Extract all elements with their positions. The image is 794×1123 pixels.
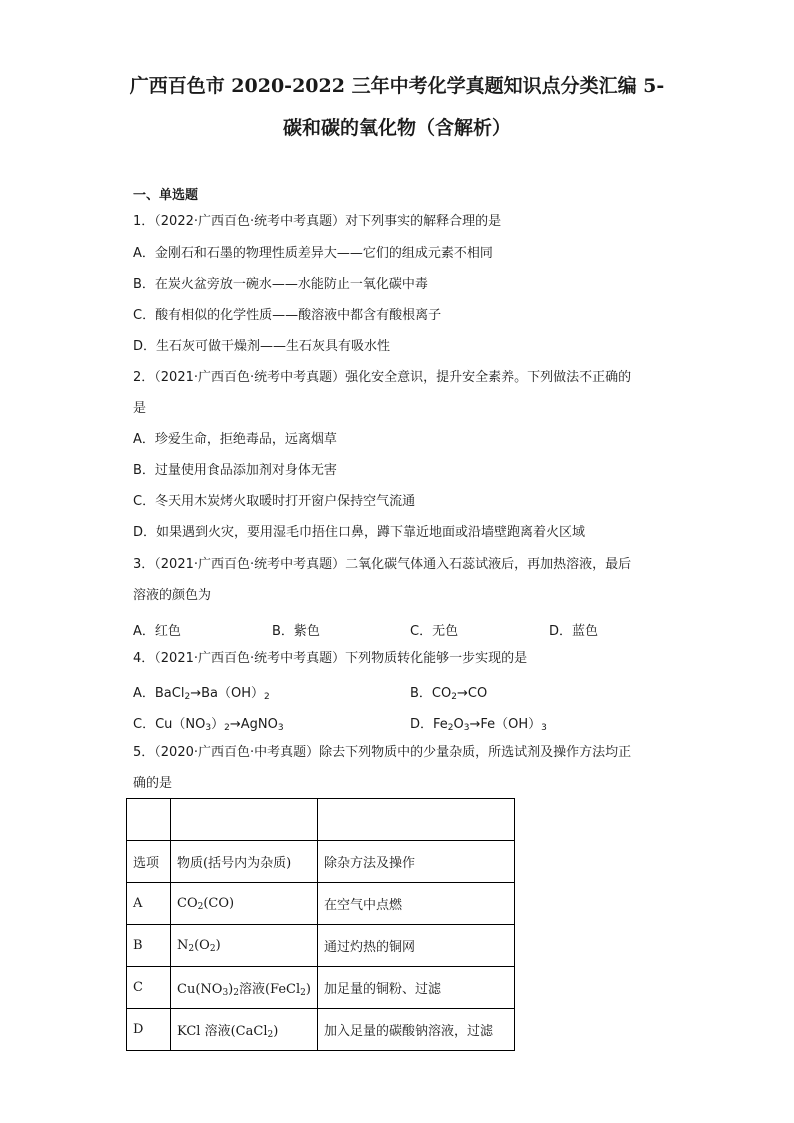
table-row bbox=[127, 883, 515, 925]
q5-stem-line-2: 确的是 bbox=[133, 776, 173, 791]
method-cell: 加足量的铜粉、过滤 bbox=[317, 967, 514, 1009]
method-cell: 加入足量的碳酸钠溶液，过滤 bbox=[317, 1009, 514, 1051]
document-title-line-1: 广西百色市 2020-2022 三年中考化学真题知识点分类汇编 5- bbox=[129, 75, 665, 97]
option-cell: D bbox=[127, 1009, 171, 1051]
q5-options-table bbox=[126, 798, 515, 1051]
q2-option-c: C．冬天用木炭烤火取暖时打开窗户保持空气流通 bbox=[133, 494, 416, 509]
q1-option-a: A．金刚石和石墨的物理性质差异大——它们的组成元素不相同 bbox=[133, 246, 493, 261]
header-cell: 选项 bbox=[127, 841, 171, 883]
q3-stem-line-1: 3．（2021·广西百色·统考中考真题）二氧化碳气体通入石蕊试液后，再加热溶液，最后 bbox=[133, 557, 632, 572]
q1-option-b: B．在炭火盆旁放一碗水——水能防止一氧化碳中毒 bbox=[133, 277, 428, 292]
q5-stem-line-1: 5．（2020·广西百色·中考真题）除去下列物质中的少量杂质，所选试剂及操作方法均正 bbox=[133, 745, 632, 760]
substance-cell: $CO_2(CO)$ bbox=[171, 883, 318, 925]
table-row bbox=[127, 1009, 515, 1051]
q4-option-c: C．$Cu(NO_3)_2\to AgNO_3$ bbox=[133, 717, 284, 733]
table-header-row bbox=[127, 841, 515, 883]
q3-option-b: B．紫色 bbox=[272, 624, 320, 639]
document-title-line-2: 碳和碳的氧化物（含解析） bbox=[282, 117, 511, 139]
option-cell: A bbox=[127, 883, 171, 925]
q4-option-d: D．$Fe_2O_3\to Fe(OH)_3$ bbox=[410, 717, 547, 733]
substance-cell: KCl 溶液(CaCl$_2$) bbox=[171, 1009, 318, 1051]
q2-option-b: B．过量使用食品添加剂对身体无害 bbox=[133, 463, 337, 478]
q4-stem: 4．（2021·广西百色·统考中考真题）下列物质转化能够一步实现的是 bbox=[133, 651, 528, 666]
q2-stem-line-1: 2．（2021·广西百色·统考中考真题）强化安全意识，提升安全素养。下列做法不正确的 bbox=[133, 370, 632, 385]
q2-stem-line-2: 是 bbox=[133, 401, 147, 416]
header-cell: 除杂方法及操作 bbox=[317, 841, 514, 883]
q3-stem-line-2: 溶液的颜色为 bbox=[133, 588, 212, 603]
option-cell: C bbox=[127, 967, 171, 1009]
method-cell: 通过灼热的铜网 bbox=[317, 925, 514, 967]
q4-option-a: A．$BaCl_2\to Ba(OH)_2$ bbox=[133, 686, 270, 702]
q3-option-a: A．红色 bbox=[133, 624, 181, 639]
q4-option-b: B．$CO_2\to CO$ bbox=[410, 686, 488, 702]
q3-option-d: D．蓝色 bbox=[549, 624, 599, 639]
substance-cell: $N_2(O_2)$ bbox=[171, 925, 318, 967]
table-row-empty bbox=[127, 799, 515, 841]
method-cell: 在空气中点燃 bbox=[317, 883, 514, 925]
q2-option-d: D．如果遇到火灾，要用湿毛巾捂住口鼻，蹲下靠近地面或沿墙壁跑离着火区域 bbox=[133, 525, 586, 540]
q1-stem: 1．（2022·广西百色·统考中考真题）对下列事实的解释合理的是 bbox=[133, 214, 502, 229]
q3-option-c: C．无色 bbox=[410, 624, 459, 639]
header-cell: 物质(括号内为杂质) bbox=[171, 841, 318, 883]
section-heading: 一、单选题 bbox=[133, 188, 199, 203]
q1-option-d: D．生石灰可做干燥剂——生石灰具有吸水性 bbox=[133, 339, 391, 354]
option-cell: B bbox=[127, 925, 171, 967]
substance-cell: $Cu(NO_3)_2$溶液(FeCl$_2$) bbox=[171, 967, 318, 1009]
q2-option-a: A．珍爱生命，拒绝毒品，远离烟草 bbox=[133, 432, 337, 447]
table-row bbox=[127, 967, 515, 1009]
q1-option-c: C．酸有相似的化学性质——酸溶液中都含有酸根离子 bbox=[133, 308, 442, 323]
table-row bbox=[127, 925, 515, 967]
